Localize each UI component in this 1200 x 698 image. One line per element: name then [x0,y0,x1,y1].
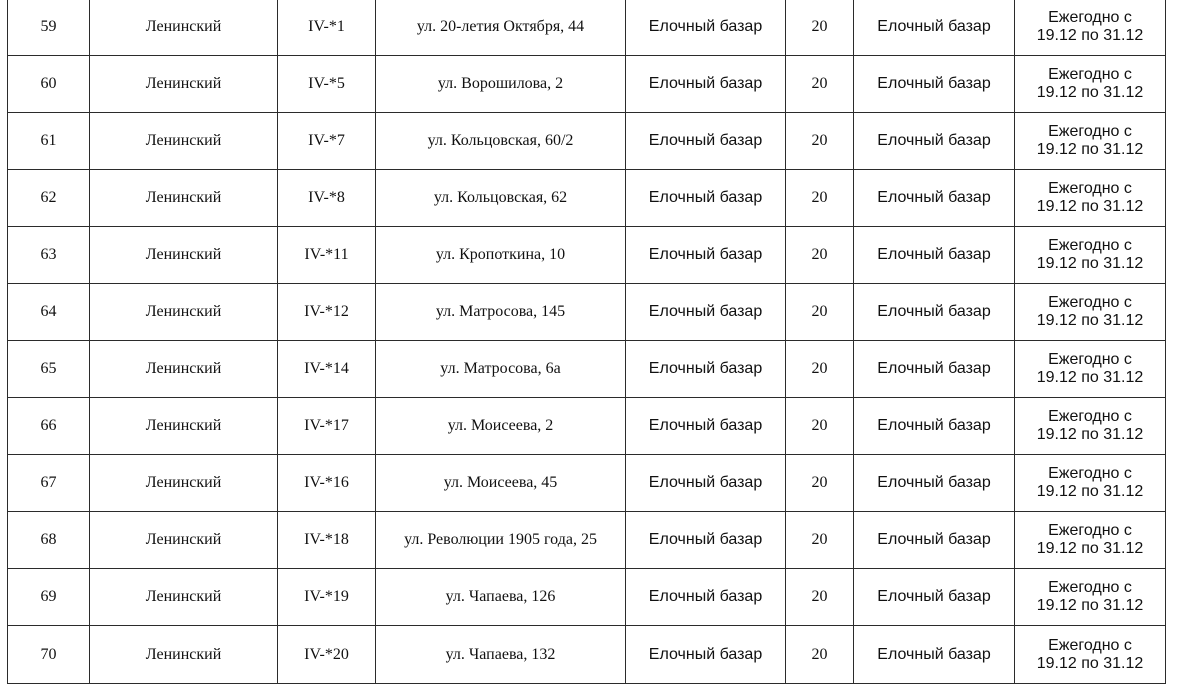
period-line-1: Ежегодно с [1048,180,1132,197]
address-cell: ул. Матросова, 6а [376,341,626,398]
area-cell: 20 [786,170,854,227]
specialization-cell: Елочный базар [854,569,1015,626]
district-cell: Ленинский [90,113,278,170]
district-cell: Ленинский [90,569,278,626]
object-type-cell: Елочный базар [626,0,786,56]
scheme-code-cell: IV-*14 [278,341,376,398]
district-cell: Ленинский [90,56,278,113]
scheme-code-cell: IV-*8 [278,170,376,227]
area-cell: 20 [786,227,854,284]
object-type-cell: Елочный базар [626,398,786,455]
table-body [8,0,1166,684]
address-cell: ул. Чапаева, 132 [376,626,626,684]
period-line-1: Ежегодно с [1048,522,1132,539]
area-cell: 20 [786,455,854,512]
placement-table [7,0,1166,684]
period-cell [1015,56,1166,113]
specialization-cell: Елочный базар [854,398,1015,455]
address-cell: ул. Ворошилова, 2 [376,56,626,113]
period-line-1: Ежегодно с [1048,465,1132,482]
address-cell: ул. Матросова, 145 [376,284,626,341]
area-cell: 20 [786,569,854,626]
object-type-cell: Елочный базар [626,341,786,398]
address-cell: ул. Кропоткина, 10 [376,227,626,284]
period-line-2: 19.12 по 31.12 [1036,84,1144,101]
object-type-cell: Елочный базар [626,569,786,626]
address-cell: ул. 20-летия Октября, 44 [376,0,626,56]
period-cell [1015,341,1166,398]
row-number: 70 [8,626,90,684]
district-cell: Ленинский [90,341,278,398]
period-line-1: Ежегодно с [1048,351,1132,368]
scheme-code-cell: IV-*5 [278,56,376,113]
period-line-1: Ежегодно с [1048,408,1132,425]
scheme-code-cell: IV-*18 [278,512,376,569]
area-cell: 20 [786,284,854,341]
period-line-2: 19.12 по 31.12 [1036,540,1144,557]
period-line-1: Ежегодно с [1048,579,1132,596]
period-line-2: 19.12 по 31.12 [1036,597,1144,614]
row-number: 63 [8,227,90,284]
address-cell: ул. Моисеева, 2 [376,398,626,455]
period-line-2: 19.12 по 31.12 [1036,654,1144,672]
district-cell: Ленинский [90,0,278,56]
table-row [8,0,1166,56]
period-line-2: 19.12 по 31.12 [1036,312,1144,329]
period-line-1: Ежегодно с [1048,9,1132,26]
row-number: 61 [8,113,90,170]
area-cell: 20 [786,0,854,56]
period-cell [1015,113,1166,170]
period-line-2: 19.12 по 31.12 [1036,426,1144,443]
area-cell: 20 [786,512,854,569]
table-row [8,284,1166,341]
specialization-cell: Елочный базар [854,341,1015,398]
period-cell [1015,284,1166,341]
row-number: 60 [8,56,90,113]
period-line-2: 19.12 по 31.12 [1036,27,1144,44]
address-cell: ул. Моисеева, 45 [376,455,626,512]
period-cell [1015,227,1166,284]
table-row [8,170,1166,227]
area-cell: 20 [786,113,854,170]
period-cell [1015,626,1166,684]
scheme-code-cell: IV-*1 [278,0,376,56]
specialization-cell: Елочный базар [854,626,1015,684]
area-cell: 20 [786,626,854,684]
district-cell: Ленинский [90,284,278,341]
object-type-cell: Елочный базар [626,227,786,284]
object-type-cell: Елочный базар [626,512,786,569]
period-line-1: Ежегодно с [1048,66,1132,83]
period-cell [1015,512,1166,569]
district-cell: Ленинский [90,227,278,284]
specialization-cell: Елочный базар [854,512,1015,569]
scheme-code-cell: IV-*19 [278,569,376,626]
period-line-1: Ежегодно с [1048,636,1132,654]
specialization-cell: Елочный базар [854,284,1015,341]
table-row [8,626,1166,684]
object-type-cell: Елочный базар [626,455,786,512]
row-number: 64 [8,284,90,341]
period-line-2: 19.12 по 31.12 [1036,255,1144,272]
period-line-1: Ежегодно с [1048,294,1132,311]
object-type-cell: Елочный базар [626,284,786,341]
address-cell: ул. Чапаева, 126 [376,569,626,626]
scheme-code-cell: IV-*11 [278,227,376,284]
object-type-cell: Елочный базар [626,56,786,113]
period-line-1: Ежегодно с [1048,237,1132,254]
specialization-cell: Елочный базар [854,113,1015,170]
area-cell: 20 [786,56,854,113]
table-row [8,56,1166,113]
table-row [8,113,1166,170]
period-cell [1015,569,1166,626]
period-line-2: 19.12 по 31.12 [1036,198,1144,215]
object-type-cell: Елочный базар [626,113,786,170]
object-type-cell: Елочный базар [626,626,786,684]
period-line-2: 19.12 по 31.12 [1036,369,1144,386]
period-cell [1015,398,1166,455]
district-cell: Ленинский [90,455,278,512]
address-cell: ул. Революции 1905 года, 25 [376,512,626,569]
scheme-code-cell: IV-*20 [278,626,376,684]
address-cell: ул. Кольцовская, 60/2 [376,113,626,170]
row-number: 69 [8,569,90,626]
area-cell: 20 [786,341,854,398]
specialization-cell: Елочный базар [854,170,1015,227]
row-number: 59 [8,0,90,56]
district-cell: Ленинский [90,170,278,227]
period-cell [1015,455,1166,512]
row-number: 65 [8,341,90,398]
table-row [8,227,1166,284]
row-number: 66 [8,398,90,455]
scheme-code-cell: IV-*17 [278,398,376,455]
district-cell: Ленинский [90,512,278,569]
table-row [8,398,1166,455]
table-row [8,512,1166,569]
row-number: 67 [8,455,90,512]
row-number: 62 [8,170,90,227]
period-line-2: 19.12 по 31.12 [1036,483,1144,500]
scheme-code-cell: IV-*12 [278,284,376,341]
specialization-cell: Елочный базар [854,227,1015,284]
period-line-2: 19.12 по 31.12 [1036,141,1144,158]
period-cell [1015,170,1166,227]
row-number: 68 [8,512,90,569]
district-cell: Ленинский [90,626,278,684]
table-row [8,455,1166,512]
object-type-cell: Елочный базар [626,170,786,227]
scheme-code-cell: IV-*7 [278,113,376,170]
specialization-cell: Елочный базар [854,0,1015,56]
scheme-code-cell: IV-*16 [278,455,376,512]
period-cell [1015,0,1166,56]
address-cell: ул. Кольцовская, 62 [376,170,626,227]
table-row [8,341,1166,398]
area-cell: 20 [786,398,854,455]
table-row [8,569,1166,626]
specialization-cell: Елочный базар [854,56,1015,113]
specialization-cell: Елочный базар [854,455,1015,512]
period-line-1: Ежегодно с [1048,123,1132,140]
district-cell: Ленинский [90,398,278,455]
